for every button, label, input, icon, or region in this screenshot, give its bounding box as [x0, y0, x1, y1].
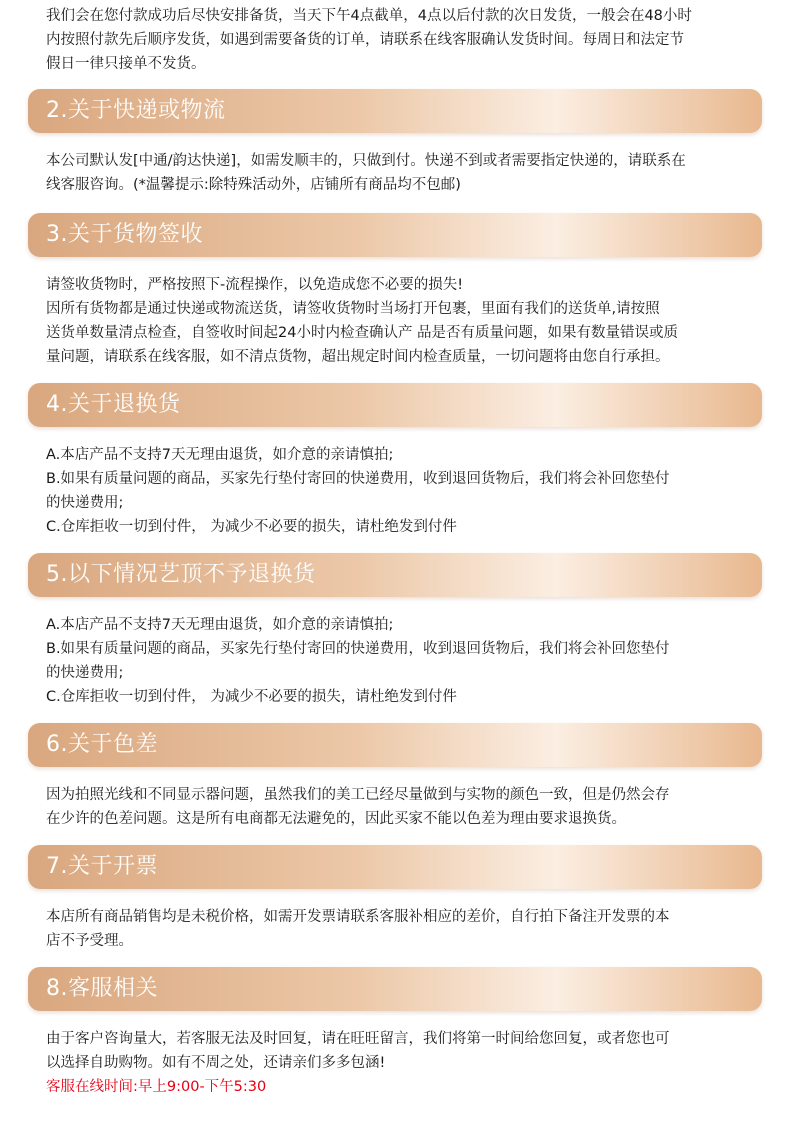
- text-line: C.仓库拒收一切到付件， 为减少不必要的损失，请杜绝发到付件: [46, 689, 457, 705]
- text-line: C.仓库拒收一切到付件， 为减少不必要的损失，请杜绝发到付件: [46, 519, 457, 535]
- section-header-color: [28, 723, 762, 767]
- text-line: 因为拍照光线和不同显示器问题，虽然我们的美工已经尽量做到与实物的颜色一致，但是仍然会存: [46, 787, 670, 803]
- text-line: 请签收货物时，严格按照下-流程操作，以免造成您不必要的损失!: [46, 277, 464, 293]
- section-body-color: [46, 783, 746, 831]
- section-header-customer-service: [28, 967, 762, 1011]
- text-line: 本公司默认发[中通/韵达快递]，如需发顺丰的，只做到付。快递不到或者需要指定快递的，请联系在: [46, 153, 686, 169]
- section-title: 3.关于货物签收: [46, 222, 203, 247]
- text-line: 我们会在您付款成功后尽快安排备货，当天下午4点截单，4点以后付款的次日发货，一般会在48小时: [46, 8, 692, 24]
- service-hours-highlight: 客服在线时间:早上9:00-下午5:30: [46, 1079, 267, 1095]
- section-body-invoice: [46, 905, 746, 953]
- text-line: 以选择自助购物。如有不周之处，还请亲们多多包涵!: [46, 1055, 386, 1071]
- text-line: 由于客户咨询量大，若客服无法及时回复，请在旺旺留言，我们将第一时间给您回复，或者您也可: [46, 1031, 670, 1047]
- section-title: 7.关于开票: [46, 854, 158, 879]
- section-title: 6.关于色差: [46, 732, 158, 757]
- section-title: 4.关于退换货: [46, 392, 181, 417]
- text-line: 在少许的色差问题。这是所有电商都无法避免的，因此买家不能以色差为理由要求退换货。: [46, 811, 626, 827]
- text-line: 量问题，请联系在线客服，如不清点货物，超出规定时间内检查质量，一切问题将由您自行承担。: [46, 349, 670, 365]
- text-line: 的快递费用;: [46, 495, 124, 511]
- section-title: 8.客服相关: [46, 976, 158, 1001]
- section-title: 2.关于快递或物流: [46, 98, 226, 123]
- text-line: 假日一律只接单不发货。: [46, 56, 206, 72]
- section-header-no-returns: [28, 553, 762, 597]
- text-line: 本店所有商品销售均是未税价格，如需开发票请联系客服补相应的差价，自行拍下备注开发票的本: [46, 909, 670, 925]
- text-line: 线客服咨询。(*温馨提示:除特殊活动外，店铺所有商品均不包邮): [46, 177, 461, 193]
- section-body-customer-service: [46, 1027, 746, 1099]
- section-body-receipt: [46, 273, 746, 369]
- section-body-returns: [46, 443, 746, 539]
- text-line: B.如果有质量问题的商品，买家先行垫付寄回的快递费用，收到退回货物后，我们将会补回您垫付: [46, 641, 670, 657]
- text-line: 的快递费用;: [46, 665, 124, 681]
- section-header-shipping: [28, 89, 762, 133]
- text-line: 送货单数量清点检查，自签收时间起24小时内检查确认产 品是否有质量问题，如果有数量错误或质: [46, 325, 679, 341]
- section-header-invoice: [28, 845, 762, 889]
- section-title: 5.以下情况艺顶不予退换货: [46, 562, 316, 587]
- text-line: 内按照付款先后顺序发货，如遇到需要备货的订单，请联系在线客服确认发货时间。每周日和法定节: [46, 32, 684, 48]
- intro-paragraph: [46, 4, 746, 76]
- section-body-shipping: [46, 149, 746, 197]
- text-line: A.本店产品不支持7天无理由退货，如介意的亲请慎拍;: [46, 617, 394, 633]
- section-body-no-returns: [46, 613, 746, 709]
- section-header-receipt: [28, 213, 762, 257]
- text-line: A.本店产品不支持7天无理由退货，如介意的亲请慎拍;: [46, 447, 394, 463]
- text-line: 因所有货物都是通过快递或物流送货，请签收货物时当场打开包裹，里面有我们的送货单,请按照: [46, 301, 660, 317]
- text-line: 店不予受理。: [46, 933, 133, 949]
- text-line: B.如果有质量问题的商品，买家先行垫付寄回的快递费用，收到退回货物后，我们将会补回您垫付: [46, 471, 670, 487]
- section-header-returns: [28, 383, 762, 427]
